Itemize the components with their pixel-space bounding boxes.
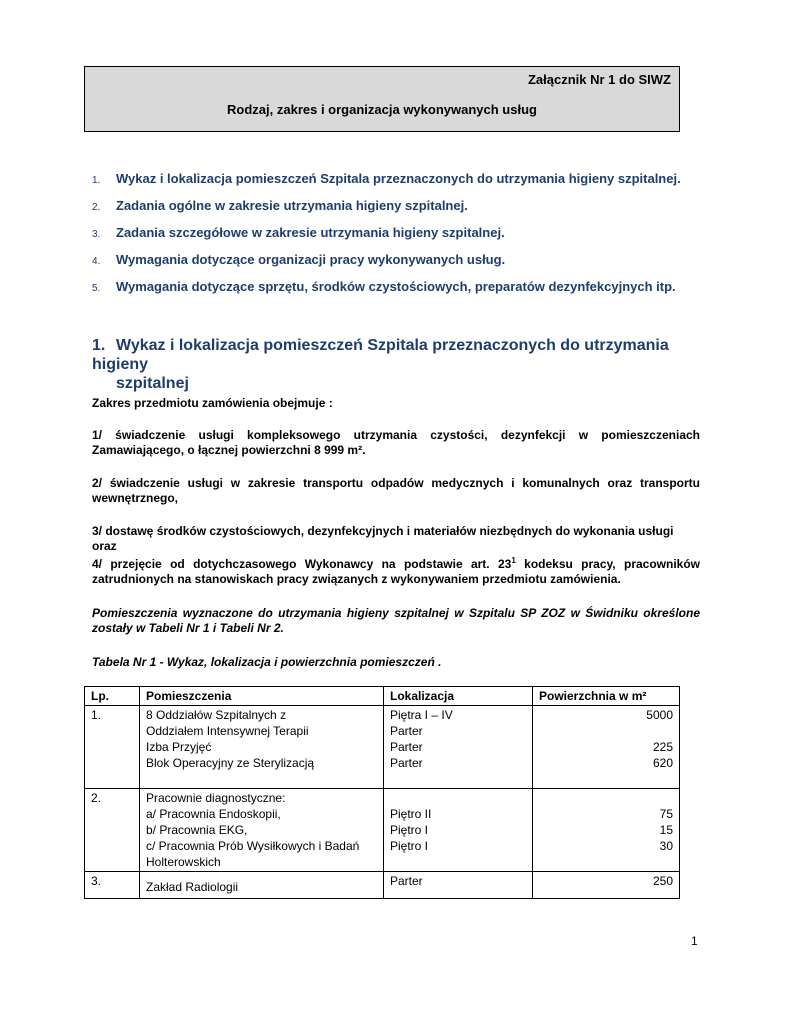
cell-lp: 1. bbox=[85, 706, 140, 789]
room-line: a/ Pracownia Endoskopii, bbox=[146, 807, 281, 821]
table-row bbox=[85, 872, 680, 899]
location-line: Parter bbox=[390, 740, 423, 754]
attachment-label: Załącznik Nr 1 do SIWZ bbox=[527, 72, 671, 87]
section-title-line2: szpitalnej bbox=[116, 375, 189, 392]
col-header-location: Lokalizacja bbox=[384, 687, 533, 706]
room-line: Oddziałem Intensywnej Terapii bbox=[146, 724, 309, 738]
toc-item bbox=[92, 198, 712, 225]
room-line: Zakład Radiologii bbox=[146, 880, 239, 894]
cell-location bbox=[384, 872, 533, 899]
cell-lp: 3. bbox=[85, 872, 140, 899]
area-line: 250 bbox=[652, 874, 673, 888]
scope-item-4-text: 4/ przejęcie od dotychczasowego Wykonawcy na podstawie art. 23 bbox=[92, 557, 512, 571]
toc-item-number: 1. bbox=[92, 175, 101, 186]
table-row bbox=[85, 789, 680, 872]
room-line: b/ Pracownia EKG, bbox=[146, 823, 248, 837]
room-line: Izba Przyjęć bbox=[146, 740, 212, 754]
table-caption: Tabela Nr 1 - Wykaz, lokalizacja i powierzchnia pomieszczeń . bbox=[92, 655, 442, 669]
room-line: c/ Pracownia Prób Wysiłkowych i Badań bbox=[146, 839, 360, 853]
cell-rooms bbox=[140, 872, 384, 899]
room-line: Blok Operacyjny ze Sterylizacją bbox=[146, 756, 315, 770]
toc-item-text: Wykaz i lokalizacja pomieszczeń Szpitala przeznaczonych do utrzymania higieny szpitalnej. bbox=[116, 171, 681, 186]
scope-item-4-text-cont: kodeksu pracy, pracowników zatrudnionych na stanowiskach pracy związanych z wykonywaniem przedmiotu zamówienia. bbox=[92, 557, 701, 586]
toc-item bbox=[92, 225, 712, 252]
location-line: Parter bbox=[390, 756, 423, 770]
cell-location bbox=[384, 789, 533, 872]
cell-lp: 2. bbox=[85, 789, 140, 872]
rooms-table bbox=[84, 686, 680, 899]
area-line: 225 bbox=[652, 740, 673, 754]
room-line: 8 Oddziałów Szpitalnych z bbox=[146, 708, 287, 722]
location-line: Piętro II bbox=[390, 807, 432, 821]
room-line: Holterowskich bbox=[146, 855, 221, 869]
toc-item-number: 2. bbox=[92, 202, 101, 213]
rooms-note: Pomieszczenia wyznaczone do utrzymania higieny szpitalnej w Szpitalu SP ZOZ w Świdniku określone zostały w Tabeli Nr 1 i Tabeli Nr 2. bbox=[92, 606, 700, 635]
toc-item-number: 4. bbox=[92, 256, 101, 267]
section-number: 1. bbox=[92, 337, 106, 354]
toc-item bbox=[92, 252, 712, 279]
attachment-header-box bbox=[84, 66, 680, 132]
cell-rooms bbox=[140, 706, 384, 789]
col-header-rooms: Pomieszczenia bbox=[140, 687, 384, 706]
toc-item-text: Wymagania dotyczące organizacji pracy wykonywanych usług. bbox=[116, 252, 506, 267]
area-line: 15 bbox=[659, 823, 673, 837]
location-line: Parter bbox=[390, 724, 423, 738]
location-line: Piętro I bbox=[390, 823, 429, 837]
cell-location bbox=[384, 706, 533, 789]
area-line: 75 bbox=[659, 807, 673, 821]
table-row bbox=[85, 706, 680, 789]
cell-area bbox=[533, 872, 680, 899]
document-subtitle: Rodzaj, zakres i organizacja wykonywanych usług bbox=[227, 102, 537, 117]
toc-item bbox=[92, 171, 712, 198]
superscript: 1 bbox=[511, 556, 516, 565]
section-heading bbox=[92, 336, 712, 393]
toc-item-text: Zadania ogólne w zakresie utrzymania higieny szpitalnej. bbox=[116, 198, 468, 213]
toc-item-number: 5. bbox=[92, 283, 101, 294]
location-line: Piętra I – IV bbox=[390, 708, 453, 722]
location-line bbox=[390, 790, 526, 806]
area-line: 620 bbox=[652, 756, 673, 770]
toc-item bbox=[92, 279, 712, 306]
location-line: Piętro I bbox=[390, 839, 429, 853]
cell-area bbox=[533, 706, 680, 789]
table-header-row bbox=[85, 687, 680, 706]
location-line: Parter bbox=[390, 874, 423, 888]
toc-item-text: Zadania szczegółowe w zakresie utrzymania higieny szpitalnej. bbox=[116, 225, 505, 240]
col-header-area: Powierzchnia w m² bbox=[533, 687, 680, 706]
area-line: 30 bbox=[659, 839, 673, 853]
scope-item-2: 2/ świadczenie usługi w zakresie transportu odpadów medycznych i komunalnych oraz transportu wewnętrznego, bbox=[92, 476, 700, 505]
area-line bbox=[539, 723, 673, 739]
cell-area bbox=[533, 789, 680, 872]
col-header-lp: Lp. bbox=[85, 687, 140, 706]
scope-item-1: 1/ świadczenie usługi kompleksowego utrzymania czystości, dezynfekcji w pomieszczeniach Zamawiającego, o łącznej powierzchni 8 999 m². bbox=[92, 428, 700, 457]
section-title-line1: Wykaz i lokalizacja pomieszczeń Szpitala przeznaczonych do utrzymania higieny bbox=[92, 337, 669, 373]
room-line: Pracownie diagnostyczne: bbox=[146, 791, 286, 805]
scope-item-4 bbox=[92, 557, 700, 587]
table-of-contents bbox=[92, 171, 712, 306]
scope-intro: Zakres przedmiotu zamówienia obejmuje : bbox=[92, 396, 333, 410]
cell-rooms bbox=[140, 789, 384, 872]
scope-item-3: 3/ dostawę środków czystościowych, dezynfekcyjnych i materiałów niezbędnych do wykonania usługi oraz bbox=[92, 524, 674, 553]
toc-item-text: Wymagania dotyczące sprzętu, środków czystościowych, preparatów dezynfekcyjnych itp. bbox=[116, 279, 676, 294]
page-number: 1 bbox=[691, 934, 698, 948]
toc-item-number: 3. bbox=[92, 229, 101, 240]
area-line: 5000 bbox=[646, 708, 673, 722]
area-line bbox=[539, 790, 673, 806]
